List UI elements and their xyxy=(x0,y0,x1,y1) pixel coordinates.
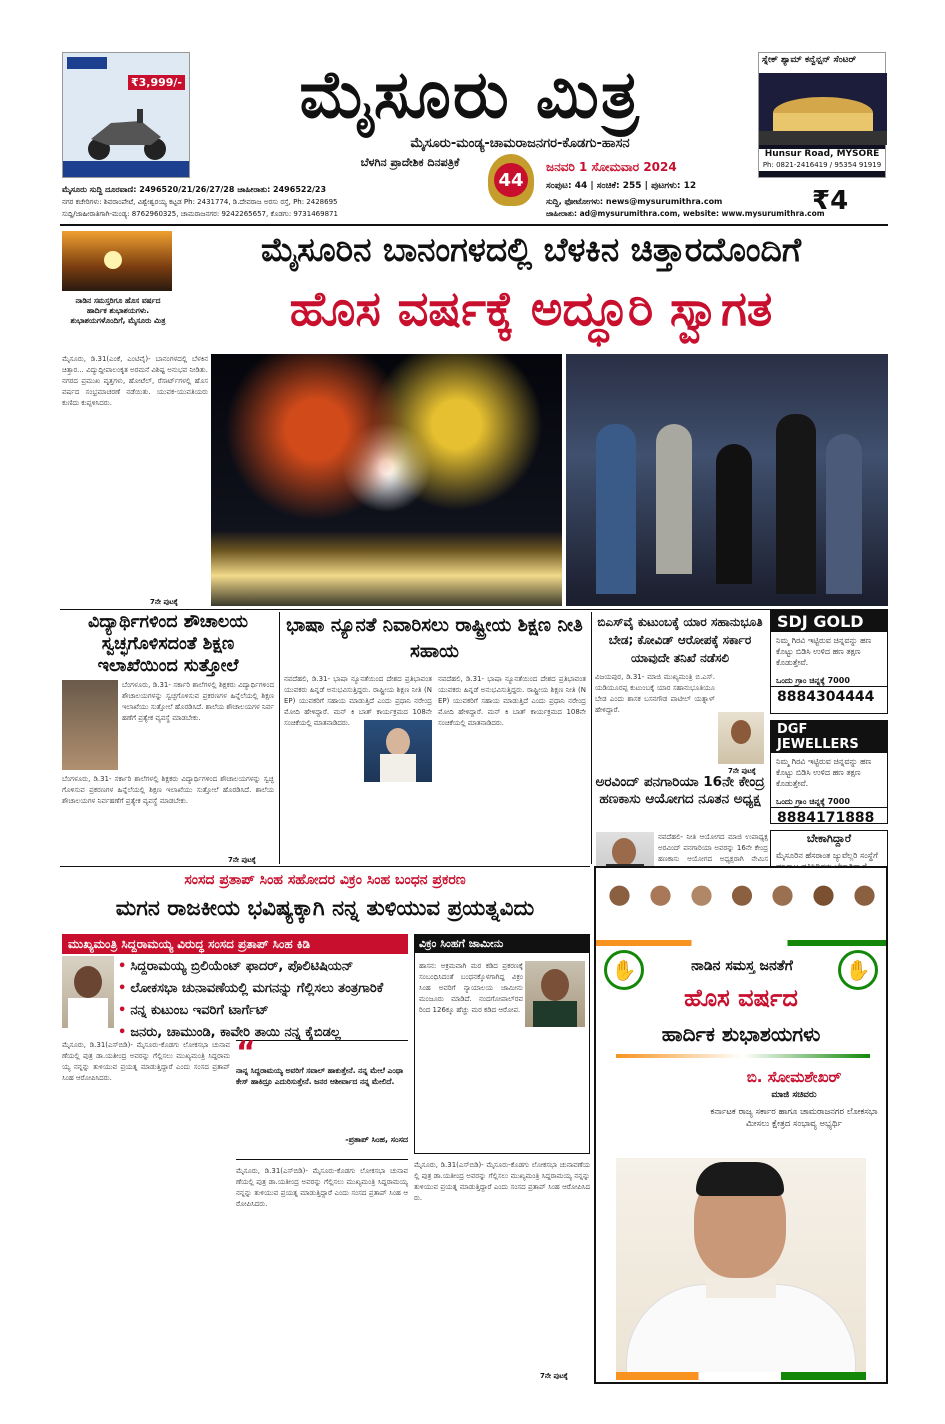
sunset-thumbnail xyxy=(62,231,172,291)
nep-headline: ಭಾಷಾ ನ್ಯೂನತೆ ನಿವಾರಿಸಲು ರಾಷ್ಟ್ರೀಯ ಶಿಕ್ಷಣ ನೀತಿ ಸಹಾಯ xyxy=(286,615,583,662)
contact-line-2: ನಗರ ಕಚೇರಿಗಳು: ಶಿವರಾಂಪೇಟೆ, ವಿಶ್ವೇಶ್ವರಯ್ಯ ಕಟ್ಟಡ Ph: 2431774, ಡಿ.ದೇವರಾಜ ಅರಸು ರಸ್ತೆ, Ph: 2428695 xyxy=(62,198,338,206)
modi-photo xyxy=(364,720,432,782)
lead-headline: ಹೊಸ ವರ್ಷಕ್ಕೆ ಅದ್ಧೂರಿ ಸ್ವಾಗತ xyxy=(289,281,773,337)
classified-dgf-phone[interactable]: 8884171888 xyxy=(771,807,887,828)
nep-body-2: ನವದೆಹಲಿ, ಡಿ.31- ಭಾಷಾ ನ್ಯೂನತೆಯಿಂದ ದೇಶದ ಪ್ರತಿಭಾವಂತ ಯುವಕರು ಹಿನ್ನಡೆ ಅನುಭವಿಸುತ್ತಿದ್ದರು. ರಾಷ್ಟ್ರೀಯ ಶಿಕ್ಷಣ ನೀತಿ (NEP) ಯುವಕರಿಗೆ ಸಹಾಯ ಮಾಡುತ್ತಿದೆ ಎಂದು ಪ್ರಧಾನಿ ನರೇಂದ್ರ ಮೋದಿ ಹೇಳಿದ್ದಾರೆ. ಮನ್ ಕಿ ಬಾತ್ ಕಾರ್ಯಕ್ರಮದ 108ನೇ ಸಂಚಿಕೆಯಲ್ಲಿ ಮಾತನಾಡಿದರು. xyxy=(438,675,586,727)
bail-box xyxy=(414,934,590,1154)
issue-date: ಜನವರಿ 1 ಸೋಮವಾರ 2024 xyxy=(546,160,677,174)
contact-line-1: ಮೈಸೂರು ಸುದ್ದಿ ದೂರವಾಣಿ: 2496520/21/26/27/28 ಜಾಹೀರಾತು: 2496522/23 xyxy=(62,185,327,194)
classified-dgf-rate: ಒಂದು ಗ್ರಾಂ ಚಿನ್ನಕ್ಕೆ 7000 xyxy=(776,797,850,806)
contact-email[interactable]: ಸುದ್ದಿ, ಫೋಟೋಗಳು: news@mysurumithra.com xyxy=(546,197,723,206)
greeting-line-2: ಹೊಸ ವರ್ಷದ xyxy=(684,984,798,1012)
bottom-body-3: ಮೈಸೂರು, ಡಿ.31(ಎಸ್‌ಬಿಡಿ)- ಮೈಸೂರು-ಕೊಡಗು ಲೋಕಸಭಾ ಚುನಾವಣೆಯಲ್ಲಿ ಪುತ್ರ ಡಾ.ಯತೀಂದ್ರ ಅವರನ್ನು ಗೆಲ್ಲಿಸಲು ಮುಖ್ಯಮಂತ್ರಿ ಸಿದ್ದರಾಮಯ್ಯ ನನ್ನನ್ನು ತುಳಿಯುವ ಪ್ರಯತ್ನ ಮಾಡುತ್ತಿದ್ದಾರೆ ಎಂದು ಸಂಸದ ಪ್ರತಾಪ್ ಸಿಂಹ ಆರೋಪಿಸಿದರು. xyxy=(414,1161,590,1202)
classified-wanted-title: ಬೇಕಾಗಿದ್ದಾರೆ xyxy=(771,831,887,847)
pratap-simha-photo xyxy=(62,956,114,1028)
bsy-body: ವಿಜಯಪುರ, ಡಿ.31- ಮಾಜಿ ಮುಖ್ಯಮಂತ್ರಿ ಬಿ.ಎಸ್.ಯಡಿಯೂರಪ್ಪ ಕುಟುಂಬಕ್ಕೆ ಯಾರ ಸಹಾನುಭೂತಿಯೂ ಬೇಡ ಎಂದು ಶಾಸಕ ಬಸನಗೌಡ ಪಾಟೀಲ್ ಯತ್ನಾಳ್ ಹೇಳಿದ್ದಾರೆ. xyxy=(595,673,715,714)
toilet-continued[interactable]: 7ನೇ ಪುಟಕ್ಕೆ xyxy=(228,856,256,864)
contact-line-3: ಸುದ್ದಿ/ಜಾಹೀರಾತಿಗಾಗಿ-ಮಂಡ್ಯ: 8762960325, ಚಾಮರಾಜನಗರ: 9242265657, ಕೊಡಗು: 9731469871 xyxy=(62,210,338,218)
lead-kicker: ಮೈಸೂರಿನ ಬಾನಂಗಳದಲ್ಲಿ ಬೆಳಕಿನ ಚಿತ್ತಾರದೊಂದಿಗೆ xyxy=(260,230,802,269)
bottom-headline: ಮಗನ ರಾಜಕೀಯ ಭವಿಷ್ಯಕ್ಕಾಗಿ ನನ್ನ ತುಳಿಯುವ ಪ್ರಯತ್ನವಿದು xyxy=(115,896,535,921)
convention-phone: Ph: 0821-2416419 / 95354 91919 xyxy=(759,160,885,171)
anniversary-number: 44 xyxy=(494,163,528,197)
bullet-2: • ಲೋಕಸಭಾ ಚುನಾವಣೆಯಲ್ಲಿ ಮಗನನ್ನು ಗೆಲ್ಲಿಸಲು ತಂತ್ರಗಾರಿಕೆ xyxy=(118,978,410,1000)
scooter-ad[interactable] xyxy=(62,52,190,178)
classified-wanted-text: ಮೈಸೂರಿನ ಹೆಸರಾಂತ ಜ್ಯುವೆಲ್ಲರಿ ಸಂಸ್ಥೆಗೆ xyxy=(776,851,878,860)
convention-center-ad[interactable] xyxy=(758,52,886,178)
hand-symbol-right-icon: ✋ xyxy=(838,950,878,990)
quote-mark-icon: “ xyxy=(236,1035,256,1070)
bullet-3: • ನನ್ನ ಕುಟುಂಬ ಇವರಿಗೆ ಟಾರ್ಗೆಟ್ xyxy=(118,1000,410,1022)
leader-photo xyxy=(616,1158,866,1380)
bail-body: ಹಾಸನ: ಅಕ್ರಮವಾಗಿ ಮರ ಕಡಿದ ಪ್ರಕರಣಕ್ಕೆ ಸಂಬಂಧಿಸಿದಂತೆ ಬಂಧನಕ್ಕೊಳಗಾಗಿದ್ದ ವಿಕ್ರಂ ಸಿಂಹ ಅವರಿಗೆ ನ್ಯಾಯಾಲಯ ಜಾಮೀನು ಮಂಜೂರು ಮಾಡಿದೆ. ನಂದಗೋಪಾಲ್‌ರವರಿಂದ 126ಕ್ಕೂ ಹೆಚ್ಚು ಮರ ಕಡಿದ ಆರೋಪ. xyxy=(419,962,523,1014)
leader-desc: ಕರ್ನಾಟಕ ರಾಜ್ಯ ಸರ್ಕಾರ ಹಾಗೂ ಚಾಮರಾಜನಗರ ಲೋಕಸಭಾ ಮೀಸಲು ಕ್ಷೇತ್ರದ ಸಂಭಾವ್ಯ ಅಭ್ಯರ್ಥಿ xyxy=(710,1107,878,1129)
bottom-body-1: ಮೈಸೂರು, ಡಿ.31(ಎಸ್‌ಬಿಡಿ)- ಮೈಸೂರು-ಕೊಡಗು ಲೋಕಸಭಾ ಚುನಾವಣೆಯಲ್ಲಿ ಪುತ್ರ ಡಾ.ಯತೀಂದ್ರ ಅವರನ್ನು ಗೆಲ್ಲಿಸಲು ಮುಖ್ಯಮಂತ್ರಿ ಸಿದ್ದರಾಮಯ್ಯ ನನ್ನನ್ನು ತುಳಿಯುವ ಪ್ರಯತ್ನ ಮಾಡುತ್ತಿದ್ದಾರೆ ಎಂದು ಸಂಸದ ಪ್ರತಾಪ್ ಸಿಂಹ ಆರೋಪಿಸಿದರು. xyxy=(62,1041,230,1082)
vikram-simha-photo xyxy=(525,961,585,1027)
convention-building-icon xyxy=(759,73,887,145)
fireworks-photo xyxy=(211,354,562,606)
newspaper-title: ಮೈಸೂರು ಮಿತ್ರ xyxy=(299,55,641,133)
masthead-tagline: ಮೈಸೂರು-ಮಂಡ್ಯ-ಚಾಮರಾಜನಗರ-ಕೊಡಗು-ಹಾಸನ xyxy=(410,136,630,151)
toilet-headline: ವಿದ್ಯಾರ್ಥಿಗಳಿಂದ ಶೌಚಾಲಯ ಸ್ವಚ್ಛಗೊಳಿಸದಂತೆ ಶಿಕ್ಷಣ ಇಲಾಖೆಯಿಂದ ಸುತ್ತೋಲೆ xyxy=(87,612,249,676)
bsy-continued[interactable]: 7ನೇ ಪುಟಕ್ಕೆ xyxy=(728,767,756,775)
quote-box xyxy=(236,1035,408,1160)
bottom-rule xyxy=(60,866,590,867)
classified-dgf[interactable] xyxy=(770,720,888,824)
leader-role: ಮಾಜಿ ಸಚಿವರು xyxy=(771,1090,817,1100)
finance-body: ನವದೆಹಲಿ- ನೀತಿ ಆಯೋಗದ ಮಾಜಿ ಉಪಾಧ್ಯಕ್ಷ ಅರವಿಂದ್ ಪನಗಾರಿಯಾ ಅವರನ್ನು 16ನೇ ಕೇಂದ್ರ ಹಣಕಾಸು ಆಯೋಗದ ಅಧ್ಯಕ್ಷರಾಗಿ ನೇಮಿಸ xyxy=(658,833,768,863)
cover-price: ₹4 xyxy=(812,186,849,216)
classified-sdj-phone[interactable]: 8884304444 xyxy=(771,686,887,707)
bottom-subhead: ಮುಖ್ಯಮಂತ್ರಿ ಸಿದ್ದರಾಮಯ್ಯ ವಿರುದ್ಧ ಸಂಸದ ಪ್ರತಾಪ್ ಸಿಂಹ ಕಿಡಿ xyxy=(62,934,408,954)
scooter-icon xyxy=(81,103,173,163)
leaders-strip xyxy=(600,874,884,936)
toilet-body-1: ಬೆಂಗಳೂರು, ಡಿ.31- ಸರ್ಕಾರಿ ಶಾಲೆಗಳಲ್ಲಿ ಶಿಕ್ಷಕರು ವಿದ್ಯಾರ್ಥಿಗಳಿಂದ ಶೌಚಾಲಯಗಳನ್ನು ಸ್ವಚ್ಛಗೊಳಿಸುವ ಪ್ರಕರಣಗಳ ಹಿನ್ನೆಲೆಯಲ್ಲಿ ಶಿಕ್ಷಣ ಇಲಾಖೆಯು ಸುತ್ತೋಲೆ ಹೊರಡಿಸಿದೆ. ಶಾಲೆಯ ಶೌಚಾಲಯಗಳ ನಿರ್ವಹಣೆಗೆ ಪ್ರತ್ಯೇಕ ವ್ಯವಸ್ಥೆ ಮಾಡಬೇಕು. xyxy=(122,681,274,722)
bottom-continued[interactable]: 7ನೇ ಪುಟಕ್ಕೆ xyxy=(540,1372,568,1380)
classified-dgf-title: DGF JEWELLERS xyxy=(771,721,887,753)
bottom-bullets xyxy=(118,956,410,1044)
issue-volume: ಸಂಪುಟ: 44 | ಸಂಚಿಕೆ: 255 | ಪುಟಗಳು: 12 xyxy=(546,181,697,191)
nep-body-1: ನವದೆಹಲಿ, ಡಿ.31- ಭಾಷಾ ನ್ಯೂನತೆಯಿಂದ ದೇಶದ ಪ್ರತಿಭಾವಂತ ಯುವಕರು ಹಿನ್ನಡೆ ಅನುಭವಿಸುತ್ತಿದ್ದರು. ರಾಷ್ಟ್ರೀಯ ಶಿಕ್ಷಣ ನೀತಿ (NEP) ಯುವಕರಿಗೆ ಸಹಾಯ ಮಾಡುತ್ತಿದೆ ಎಂದು ಪ್ರಧಾನಿ ನರೇಂದ್ರ ಮೋದಿ ಹೇಳಿದ್ದಾರೆ. ಮನ್ ಕಿ ಬಾತ್ ಕಾರ್ಯಕ್ರಮದ 108ನೇ ಸಂಚಿಕೆಯಲ್ಲಿ ಮಾತನಾಡಿದರು. xyxy=(284,675,432,727)
scooter-price: ₹3,999/- xyxy=(128,75,185,90)
thumbnail-caption: ನಾಡಿನ ಸಮಸ್ತರಿಗೂ ಹೊಸ ವರ್ಷದ ಹಾರ್ದಿಕ ಶುಭಾಶಯಗಳು. ಶುಭಾಶಯಗಳೊಂದಿಗೆ, ಮೈಸೂರು ಮಿತ್ರ xyxy=(70,296,166,325)
bail-title: ವಿಕ್ರಂ ಸಿಂಹಗೆ ಜಾಮೀನು xyxy=(415,935,589,953)
bullet-4: • ಜನರು, ಚಾಮುಂಡಿ, ಕಾವೇರಿ ತಾಯಿ ನನ್ನ ಕೈಬಿಡಲ್ಲ xyxy=(118,1022,410,1044)
quote-by: -ಪ್ರತಾಪ್ ಸಿಂಹ, ಸಂಸದ xyxy=(345,1135,408,1144)
greeting-line-1: ನಾಡಿನ ಸಮಸ್ತ ಜನತೆಗೆ xyxy=(691,958,793,974)
column-divider-2 xyxy=(591,612,592,864)
section-rule xyxy=(60,609,888,610)
leader-name: ಬಿ. ಸೋಮಶೇಖರ್ xyxy=(746,1068,842,1086)
congress-greeting-ad[interactable] xyxy=(594,866,888,1384)
classified-sdj-title: SDJ GOLD xyxy=(771,611,887,632)
convention-brand: ಸ್ನೇಕ್ ಶ್ಯಾಮ್ ಕನ್ವೆನ್ಷನ್ ಸೆಂಟರ್ xyxy=(759,53,885,73)
bullet-1: • ಸಿದ್ದರಾಮಯ್ಯ ಬ್ರಿಲಿಯೆಂಟ್ ಫಾದರ್, ಪೊಲಿಟಿಷಿಯನ್ xyxy=(118,956,410,978)
classified-sdj-rate: ಒಂದು ಗ್ರಾಂ ಚಿನ್ನಕ್ಕೆ 7000 xyxy=(776,676,850,685)
bottom-body-2: ಮೈಸೂರು, ಡಿ.31(ಎಸ್‌ಬಿಡಿ)- ಮೈಸೂರು-ಕೊಡಗು ಲೋಕಸಭಾ ಚುನಾವಣೆಯಲ್ಲಿ ಪುತ್ರ ಡಾ.ಯತೀಂದ್ರ ಅವರನ್ನು ಗೆಲ್ಲಿಸಲು ಮುಖ್ಯಮಂತ್ರಿ ಸಿದ್ದರಾಮಯ್ಯ ನನ್ನನ್ನು ತುಳಿಯುವ ಪ್ರಯತ್ನ ಮಾಡುತ್ತಿದ್ದಾರೆ ಎಂದು ಸಂಸದ ಪ್ರತಾಪ್ ಸಿಂಹ ಆರೋಪಿಸಿದರು. xyxy=(236,1167,408,1208)
hand-symbol-left-icon: ✋ xyxy=(604,950,644,990)
lead-continued[interactable]: 7ನೇ ಪುಟಕ್ಕೆ xyxy=(150,598,178,606)
party-photo xyxy=(566,354,888,606)
convention-place: Hunsur Road, MYSORE xyxy=(759,149,885,160)
toilet-photo xyxy=(62,680,118,770)
quote-text: ನಾನ್ನ ಸಿದ್ದರಾಮಯ್ಯ ಅವರಿಗೆ ಸವಾಲ್ ಹಾಕುತ್ತೇನೆ. ನನ್ನ ಮೇಲೆ ಎಂಥಾ ಕೇಸ್ ಹಾಕಿದ್ರೂ ಎದುರಿಸುತ್ತೇನೆ. ಜನರ ಆಶೀರ್ವಾದ ನನ್ನ ಮೇಲಿದೆ. xyxy=(236,1066,404,1086)
contact-web[interactable]: ಜಾಹೀರಾತು: ad@mysurumithra.com, website: www.mysurumithra.com xyxy=(546,209,825,218)
bottom-kicker: ಸಂಸದ ಪ್ರತಾಪ್ ಸಿಂಹ ಸಹೋದರ ವಿಕ್ರಂ ಸಿಂಹ ಬಂಧನ ಪ್ರಕರಣ xyxy=(184,872,466,888)
greeting-line-3: ಹಾರ್ದಿಕ ಶುಭಾಶಯಗಳು xyxy=(661,1022,821,1046)
masthead-subtitle: ಬೆಳಗಿನ ಪ್ರಾದೇಶಿಕ ದಿನಪತ್ರಿಕೆ xyxy=(360,156,460,169)
classified-dgf-text: ನಿಮ್ಮ ಗಿರವಿ ಇಟ್ಟಿರುವ ಚಿನ್ನವನ್ನು ಹಣ ಕೊಟ್ಟು ಬಿಡಿಸಿ ಉಳಿದ ಹಣ ತಕ್ಷಣ ಕೊಡುತ್ತೇವೆ. xyxy=(776,757,872,788)
lead-body: ಮೈಸೂರು, ಡಿ.31(ಎಂಕೆ, ಎಂಟಿವೈ)- ಬಾನಂಗಳದಲ್ಲಿ ಬೆಳಕಿನ ಚಿತ್ತಾರ... ವಿದ್ಯುದ್ದೀಪಾಲಂಕೃತ ಅರಮನೆ ವಿಶಿಷ್ಟ ಅನುಭವ ನೀಡಿತು. ನಗರದ ಪ್ರಮುಖ ವೃತ್ತಗಳು, ಹೋಟೆಲ್, ರೆಸಾರ್ಟ್‌ಗಳಲ್ಲಿ ಹೊಸ ವರ್ಷದ ಸಂಭ್ರಮಾಚರಣೆ ನಡೆಯಿತು. ಯುವಕ-ಯುವತಿಯರು ಕುಣಿದು ಕುಪ್ಪಳಿಸಿದರು. xyxy=(62,355,208,407)
toilet-body-2: ಬೆಂಗಳೂರು, ಡಿ.31- ಸರ್ಕಾರಿ ಶಾಲೆಗಳಲ್ಲಿ ಶಿಕ್ಷಕರು ವಿದ್ಯಾರ್ಥಿಗಳಿಂದ ಶೌಚಾಲಯಗಳನ್ನು ಸ್ವಚ್ಛಗೊಳಿಸುವ ಪ್ರಕರಣಗಳ ಹಿನ್ನೆಲೆಯಲ್ಲಿ ಶಿಕ್ಷಣ ಇಲಾಖೆಯು ಸುತ್ತೋಲೆ ಹೊರಡಿಸಿದೆ. ಶಾಲೆಯ ಶೌಚಾಲಯಗಳ ನಿರ್ವಹಣೆಗೆ ಪ್ರತ್ಯೇಕ ವ್ಯವಸ್ಥೆ ಮಾಡಬೇಕು. xyxy=(62,775,274,805)
bsy-headline: ಬಿಎಸ್‌ವೈ ಕುಟುಂಬಕ್ಕೆ ಯಾರ ಸಹಾನುಭೂತಿ ಬೇಡ; ಕೋವಿಡ್ ಆರೋಪಕ್ಕೆ ಸರ್ಕಾರ ಯಾವುದೇ ತನಿಖೆ ನಡೆಸಲಿ xyxy=(597,615,763,665)
classified-sdj[interactable] xyxy=(770,610,888,714)
finance-headline: ಅರವಿಂದ್ ಪನಗಾರಿಯಾ 16ನೇ ಕೇಂದ್ರ ಹಣಕಾಸು ಆಯೋಗದ ನೂತನ ಅಧ್ಯಕ್ಷ xyxy=(595,774,765,807)
masthead-rule xyxy=(60,224,888,226)
column-divider xyxy=(279,612,280,864)
yatnal-photo xyxy=(718,712,764,764)
classified-sdj-text: ನಿಮ್ಮ ಗಿರವಿ ಇಟ್ಟಿರುವ ಚಿನ್ನವನ್ನು ಹಣ ಕೊಟ್ಟು ಬಿಡಿಸಿ ಉಳಿದ ಹಣ ತಕ್ಷಣ ಕೊಡುತ್ತೇವೆ. xyxy=(776,636,872,667)
